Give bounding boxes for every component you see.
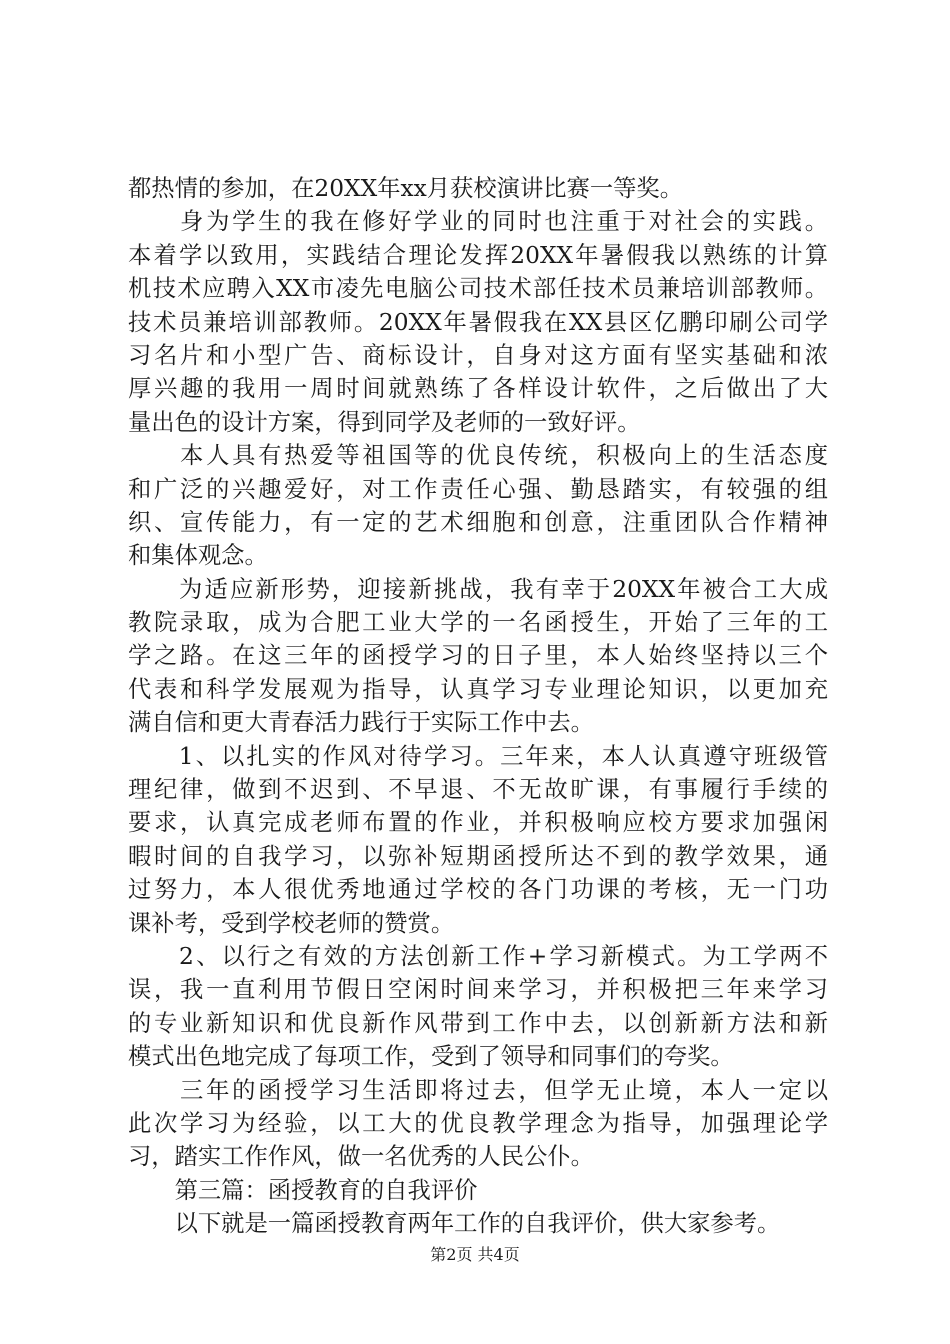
text-line: 习名片和小型广告、商标设计，自身对这方面有坚实基础和浓 [128,341,828,369]
text-line: 厚兴趣的我用一周时间就熟练了各样设计软件，之后做出了大 [128,375,828,403]
text-line: 模式出色地完成了每项工作，受到了领导和同事们的夸奖。 [128,1043,734,1071]
text-line: 本着学以致用，实践结合理论发挥20XX年暑假我以熟练的计算 [128,241,828,269]
text-line: 为适应新形势，迎接新挑战，我有幸于20XX年被合工大成 [128,575,828,603]
text-line: 此次学习为经验，以工大的优良教学理念为指导，加强理论学 [128,1109,828,1137]
text-line: 教院录取，成为合肥工业大学的一名函授生，开始了三年的工 [128,609,828,637]
text-line: 技术员兼培训部教师。20XX年暑假我在XX县区亿鹏印刷公司学 [128,308,828,336]
text-line: 满自信和更大青春活力践行于实际工作中去。 [128,709,594,737]
text-line: 暇时间的自我学习，以弥补短期函授所达不到的教学效果，通 [128,842,828,870]
text-line: 理纪律，做到不迟到、不早退、不无故旷课，有事履行手续的 [128,776,828,804]
text-line: 和广泛的兴趣爱好，对工作责任心强、勤恳踏实，有较强的组 [128,475,828,503]
page-number-footer: 第2页 共4页 [430,1245,520,1264]
text-line: 课补考，受到学校老师的赞赏。 [128,909,455,937]
text-line: 机技术应聘入XX市凌先电脑公司技术部任技术员兼培训部教师。 [128,275,828,303]
text-line: 误，我一直利用节假日空闲时间来学习，并积极把三年来学习 [128,976,828,1004]
text-line: 织、宣传能力，有一定的艺术细胞和创意，注重团队合作精神 [128,508,828,536]
document-body [128,172,828,1241]
text-line: 和集体观念。 [128,542,268,570]
text-line: 量出色的设计方案，得到同学及老师的一致好评。 [128,408,641,436]
text-line: 本人具有热爱等祖国等的优良传统，积极向上的生活态度 [128,442,828,470]
text-line: 过努力，本人很优秀地通过学校的各门功课的考核，无一门功 [128,876,828,904]
text-line: 三年的函授学习生活即将过去，但学无止境，本人一定以 [128,1076,828,1104]
text-line: 的专业新知识和优良新作风带到工作中去，以创新新方法和新 [128,1009,828,1037]
text-line: 身为学生的我在修好学业的同时也注重于对社会的实践。 [128,208,828,236]
text-line: 2、以行之有效的方法创新工作+学习新模式。为工学两不 [128,942,828,970]
text-line: 习，踏实工作作风，做一名优秀的人民公仆。 [128,1143,594,1171]
text-line: 第三篇：函授教育的自我评价 [128,1176,478,1204]
text-line: 1、以扎实的作风对待学习。三年来，本人认真遵守班级管 [128,742,828,770]
text-line: 都热情的参加，在20XX年xx月获校演讲比赛一等奖。 [128,175,684,202]
text-line: 代表和科学发展观为指导，认真学习专业理论知识，以更加充 [128,675,828,703]
text-line: 学之路。在这三年的函授学习的日子里，本人始终坚持以三个 [128,642,828,670]
text-line: 要求，认真完成老师布置的作业，并积极响应校方要求加强闲 [128,809,828,837]
text-line: 以下就是一篇函授教育两年工作的自我评价，供大家参考。 [128,1210,781,1238]
